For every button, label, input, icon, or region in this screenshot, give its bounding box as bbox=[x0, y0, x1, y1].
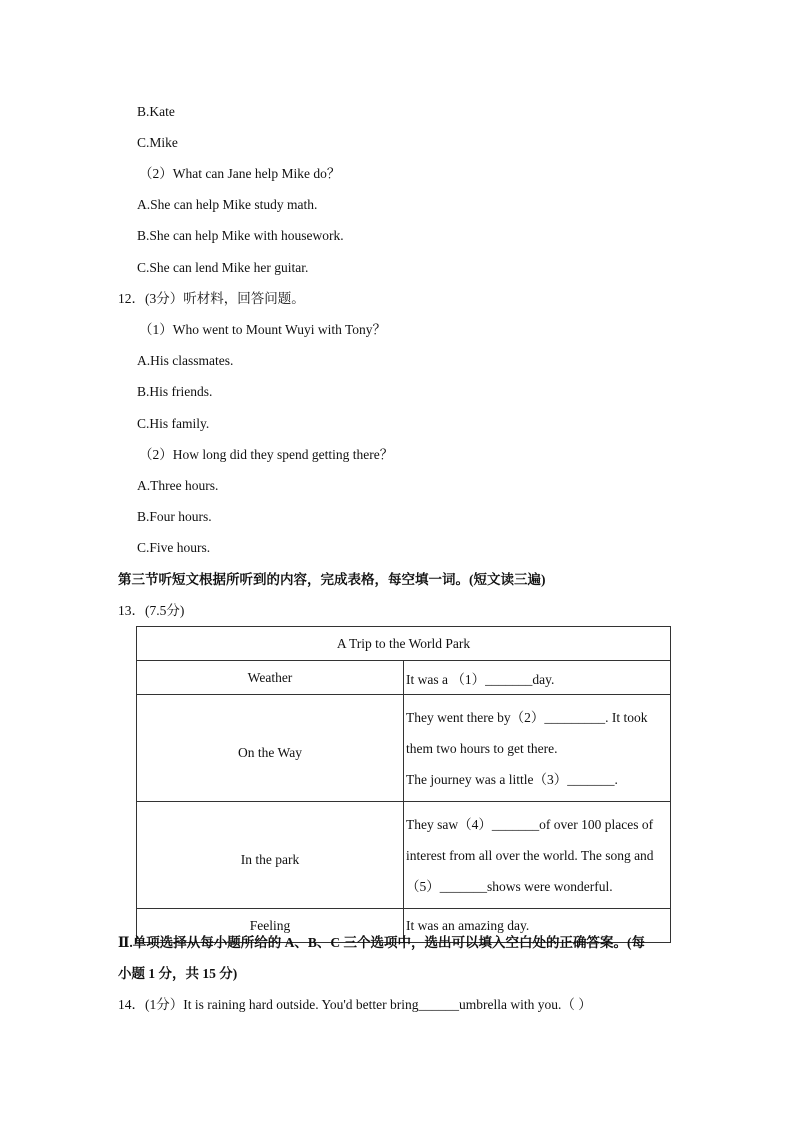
weather-text: It was a （1）_______day. bbox=[404, 661, 671, 695]
q12-sub2-option-a: A.Three hours. bbox=[137, 478, 219, 493]
q11-sub2-option-a: A.She can help Mike study math. bbox=[137, 197, 318, 212]
table-row bbox=[137, 627, 671, 661]
q13-heading: 13．(7.5分) bbox=[118, 603, 185, 618]
q12-sub2-option-c: C.Five hours. bbox=[137, 540, 211, 555]
weather-label: Weather bbox=[137, 661, 404, 695]
q11-option-b: B.Kate bbox=[137, 104, 175, 119]
section2-title-line-2: 小题 1 分，共 15 分) bbox=[118, 966, 238, 981]
q12-sub1-option-c: C.His family. bbox=[137, 416, 210, 431]
section3-title: 第三节听短文根据所听到的内容，完成表格，每空填一词。(短文读三遍) bbox=[118, 572, 546, 587]
on-the-way-line-1: They went there by（2）_________. It took bbox=[406, 709, 648, 725]
q12-sub1-question: （1）Who went to Mount Wuyi with Tony？ bbox=[139, 322, 387, 337]
q12-sub2-option-b: B.Four hours. bbox=[137, 509, 212, 524]
on-the-way-label: On the Way bbox=[137, 695, 404, 802]
in-the-park-line-2: interest from all over the world. The song and bbox=[406, 847, 654, 863]
q11-option-c: C.Mike bbox=[137, 135, 178, 150]
q12-sub1-option-b: B.His friends. bbox=[137, 384, 213, 399]
on-the-way-cell bbox=[404, 695, 671, 802]
table-row bbox=[137, 661, 671, 695]
trip-table bbox=[136, 626, 671, 943]
feeling-label: Feeling bbox=[137, 909, 404, 943]
q12-heading: 12．(3分）听材料，回答问题。 bbox=[118, 291, 305, 306]
on-the-way-line-3: The journey was a little（3）_______. bbox=[406, 771, 618, 787]
q11-sub2-option-b: B.She can help Mike with housework. bbox=[137, 228, 344, 243]
table-row bbox=[137, 695, 671, 802]
q11-sub2-option-c: C.She can lend Mike her guitar. bbox=[137, 260, 309, 275]
in-the-park-label: In the park bbox=[137, 802, 404, 909]
on-the-way-line-2: them two hours to get there. bbox=[406, 740, 558, 756]
table-title: A Trip to the World Park bbox=[137, 627, 671, 661]
q14-question: 14．(1分）It is raining hard outside. You'd better bring______umbrella with you.（ ） bbox=[118, 997, 592, 1012]
q12-sub1-option-a: A.His classmates. bbox=[137, 353, 234, 368]
feeling-text: It was an amazing day. bbox=[404, 909, 671, 943]
section2-title-line-1: Ⅱ.单项选择从每小题所给的 A、B、C 三个选项中，选出可以填入空白处的正确答案。(每 bbox=[118, 935, 645, 950]
in-the-park-line-1: They saw（4）_______of over 100 places of bbox=[406, 816, 654, 832]
q11-sub2-question: （2）What can Jane help Mike do？ bbox=[139, 166, 341, 181]
table-row bbox=[137, 802, 671, 909]
in-the-park-line-3: （5）_______shows were wonderful. bbox=[406, 878, 613, 894]
q12-sub2-question: （2）How long did they spend getting there？ bbox=[139, 447, 394, 462]
in-the-park-cell bbox=[404, 802, 671, 909]
